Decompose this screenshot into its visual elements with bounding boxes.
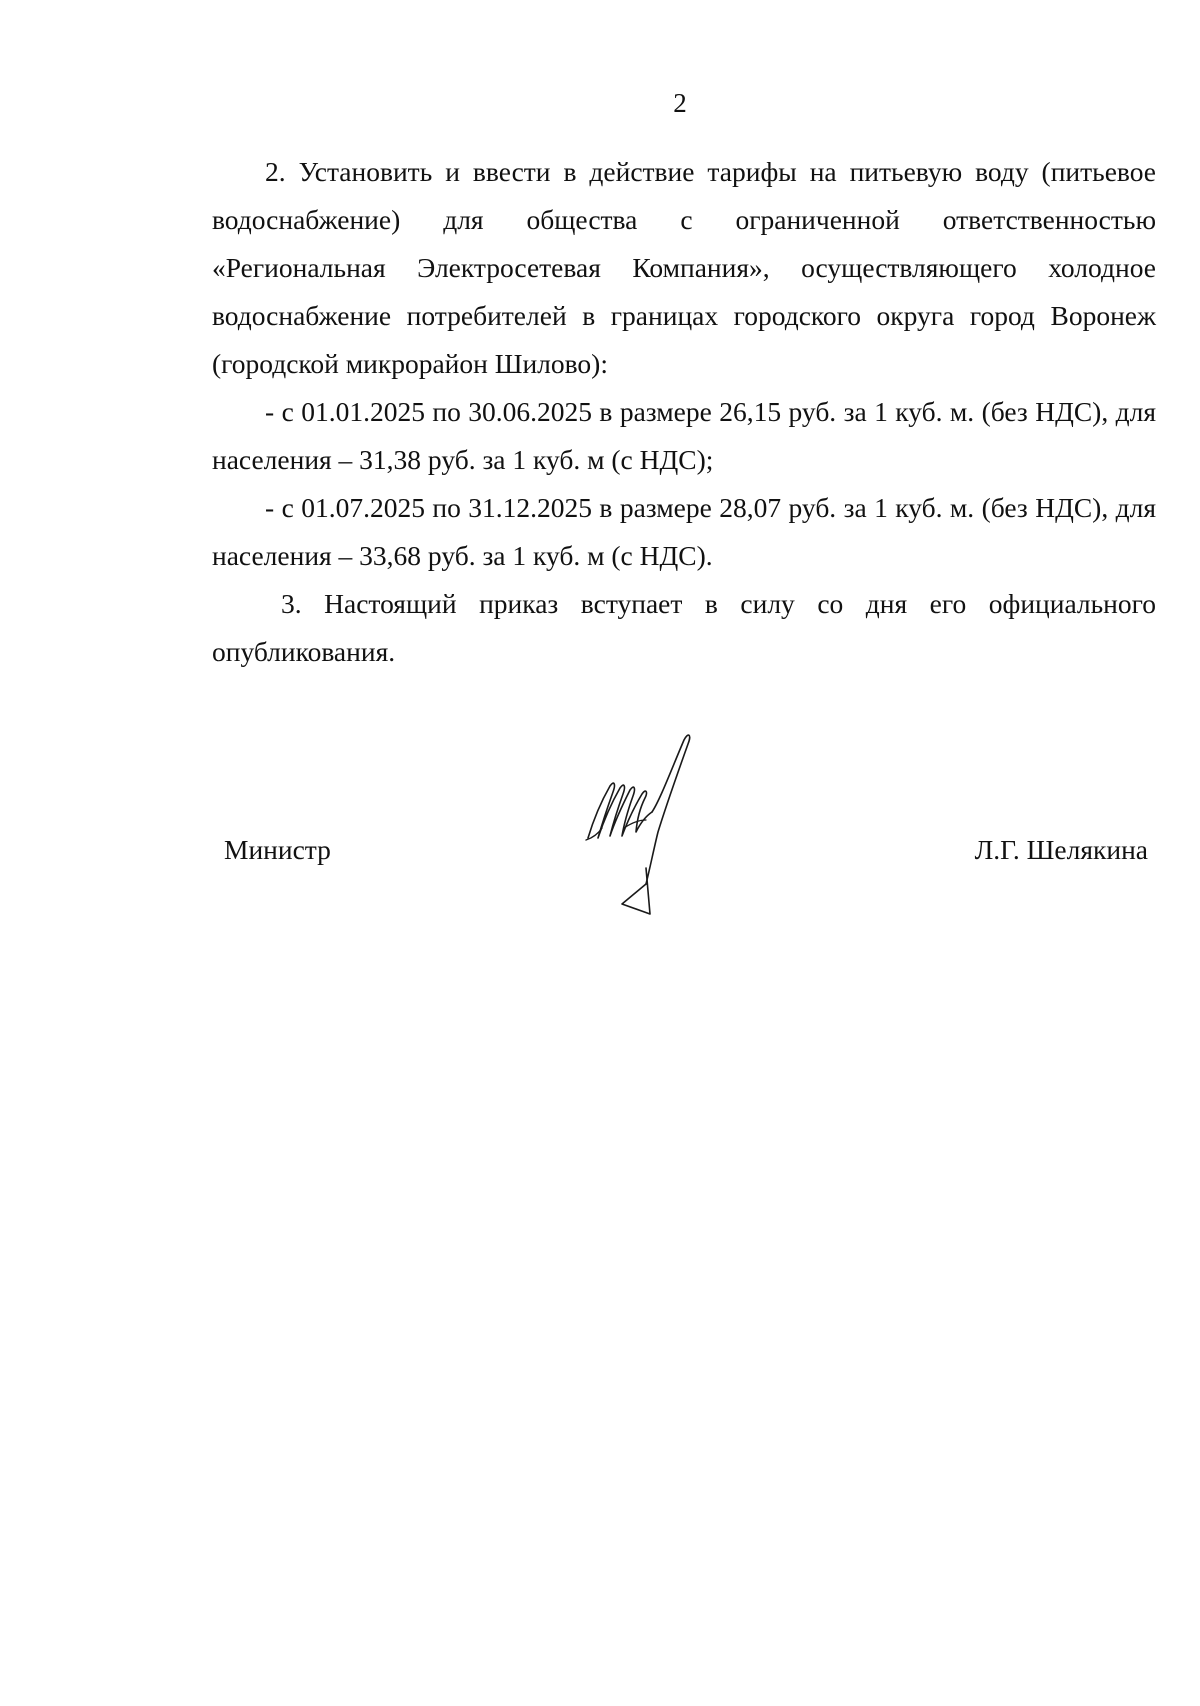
signer-name: Л.Г. Шелякина xyxy=(974,834,1148,865)
page-number: 2 xyxy=(673,88,687,118)
paragraph-2: 2. Установить и ввести в действие тарифы на питьевую воду (питьевое водоснабжение) для общества с ограниченной ответственностью «Региональная Электросетевая Компания», осуществляющего холодное водоснабжение потребителей в границах городского округа город Воронеж (городской микрорайон Шилово): xyxy=(212,156,1156,379)
signature-block xyxy=(0,740,1200,940)
paragraph-3: 3. Настоящий приказ вступает в силу со дня его официального опубликования. xyxy=(212,588,1156,667)
handwritten-signature xyxy=(580,728,710,928)
document-body xyxy=(212,148,1156,676)
signer-position: Министр xyxy=(224,834,331,865)
tariff-item-2: - с 01.07.2025 по 31.12.2025 в размере 28,07 руб. за 1 куб. м. (без НДС), для населения – 33,68 руб. за 1 куб. м (с НДС). xyxy=(212,492,1156,571)
tariff-item-1: - с 01.01.2025 по 30.06.2025 в размере 26,15 руб. за 1 куб. м. (без НДС), для населения – 31,38 руб. за 1 куб. м (с НДС); xyxy=(212,396,1156,475)
